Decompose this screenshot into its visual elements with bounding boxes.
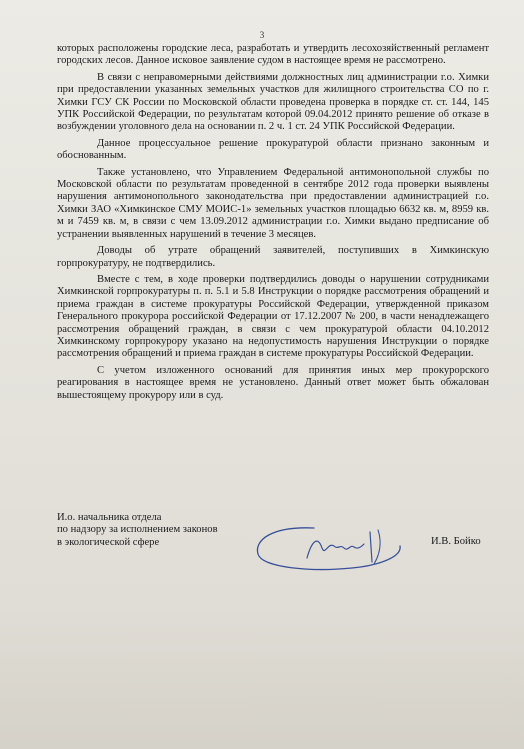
paragraph-7: С учетом изложенного оснований для принятия иных мер прокурорского реагирования в настоящее время не установлено. Данный ответ может быть обжалован вышестоящему прокурору или в суд. (57, 364, 489, 401)
document-body (57, 43, 489, 406)
paragraph-3: Данное процессуальное решение прокуратурой области признано законным и обоснованным. (57, 137, 489, 162)
signatory-title-line: И.о. начальника отдела (57, 512, 162, 523)
signature-block (57, 512, 497, 582)
handwritten-signature-icon (252, 518, 412, 574)
paragraph-4: Также установлено, что Управлением Федеральной антимонопольной службы по Московской области по результатам проведенной в сентябре 2012 года проверки выявлены нарушения антимонопольного законодательства при предоставлении администрацией г.о. Химки ЗАО «Химкинское СМУ МОИС-1» земельных участков площадью 6632 кв. м, 8959 кв. м и 7459 кв. м, в связи с чем 13.09.2012 администрации г.о. Химки выдано предписание об устранении выявленных нарушений в течение 3 месяцев. (57, 166, 489, 240)
signatory-title-line: в экологической сфере (57, 536, 160, 548)
paragraph-5: Доводы об утрате обращений заявителей, поступивших в Химкинскую горпрокуратуру, не подтвердились. (57, 245, 489, 269)
signatory-title-line: по надзору за исполнением законов (57, 524, 218, 536)
paper-shading (0, 610, 524, 749)
signatory-name: И.В. Бойко (431, 536, 481, 547)
paragraph-2: В связи с неправомерными действиями должностных лиц администрации г.о. Химки при предоставлении указанных земельных участков для жилищного строительства СО по г. Химки ГСУ СК России по Московской области проведена проверка в порядке ст. ст. 144, 145 УПК Российской Федерации, по результатам которой 09.04.2012 принято решение об отказе в возбуждении уголовного дела на основании п. 2 ч. 1 ст. 24 УПК Российской Федерации. (57, 71, 489, 133)
paragraph-1: которых расположены городские леса, разработать и утвердить лесохозяйственный регламент городских лесов. Данное исковое заявление судом в настоящее время не рассмотрено. (57, 43, 489, 67)
paragraph-6: Вместе с тем, в ходе проверки подтвердились доводы о нарушении сотрудниками Химкинской горпрокуратуры п. п. 5.1 и 5.8 Инструкции о порядке рассмотрения обращений и приема граждан в системе прокуратуры Российской Федерации, утвержденной приказом Генерального прокурора российской Федерации от 17.12.2007 № 200, в части ненадлежащего рассмотрения обращений граждан, в связи с чем прокуратурой области 04.10.2012 Химкинскому горпрокурору указано на недопустимость нарушения Инструкции о порядке рассмотрения обращений и приема граждан в системе прокуратуры Российской Федерации. (57, 273, 489, 360)
page-number: 3 (259, 30, 265, 40)
